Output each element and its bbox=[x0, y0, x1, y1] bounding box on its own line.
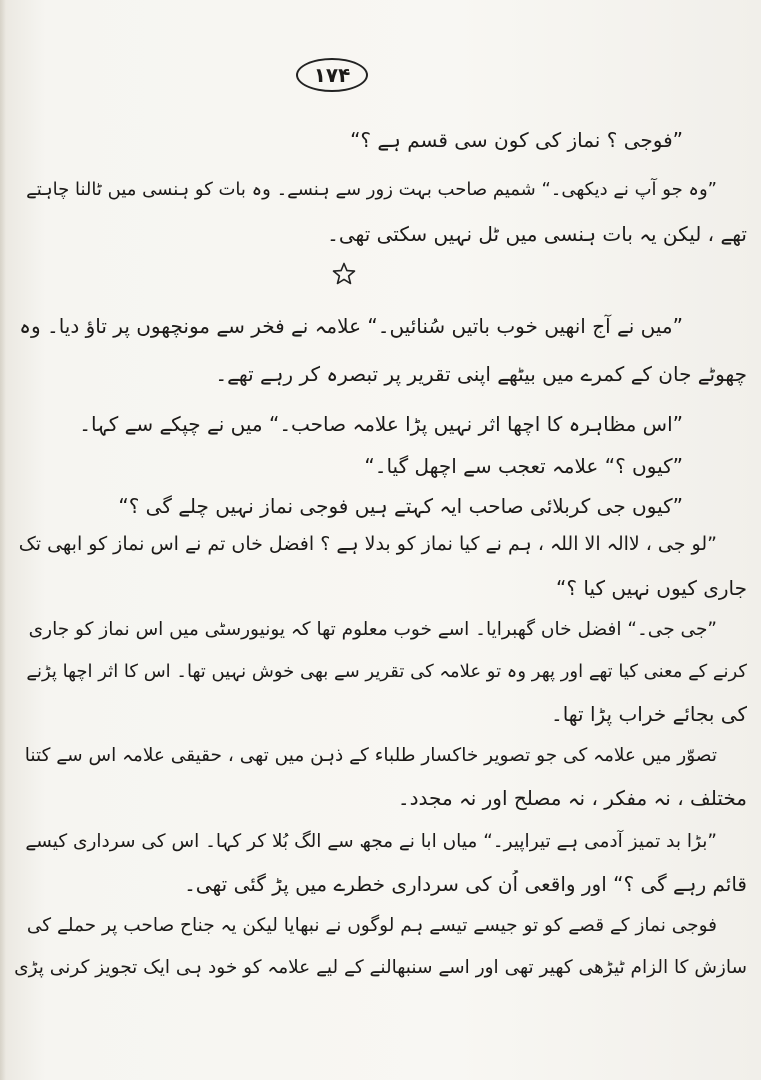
text-line: ”جی جی۔“ افضل خاں گھبرایا۔ اسے خوب معلوم تھا کہ یونیورسٹی میں اس نماز کو جاری bbox=[28, 619, 717, 640]
text-line: ”کیوں ؟“ علامہ تعجب سے اچھل گیا۔“ bbox=[364, 454, 683, 478]
text-line: کرنے کے معنی کیا تھے اور پھر وہ تو علامہ کی تقریر سے بھی خوش نہیں تھا۔ اس کا اثر اچھا پڑنے bbox=[26, 661, 747, 682]
text-line: ”کیوں جی کربلائی صاحب ایہ کہتے ہیں فوجی نماز نہیں چلے گی ؟“ bbox=[118, 494, 683, 518]
page-number: ۱۷۴ bbox=[296, 58, 368, 92]
text-line: ”اس مظاہرہ کا اچھا اثر نہیں پڑا علامہ صاحب۔“ میں نے چپکے سے کہا۔ bbox=[79, 412, 683, 436]
text-line: ”فوجی ؟ نماز کی کون سی قسم ہے ؟“ bbox=[350, 128, 683, 152]
text-line: تھے ، لیکن یہ بات ہنسی میں ٹل نہیں سکتی تھی۔ bbox=[327, 222, 747, 246]
page-binding-shadow bbox=[0, 0, 6, 1080]
text-line: ”بڑا بد تمیز آدمی ہے تیراپیر۔“ میاں ابا نے مجھ سے الگ بُلا کر کہا۔ اس کی سرداری کیسے bbox=[25, 831, 717, 852]
text-line: کی بجائے خراب پڑا تھا۔ bbox=[550, 702, 747, 726]
text-line: قائم رہے گی ؟“ اور واقعی اُن کی سرداری خطرے میں پڑ گئی تھی۔ bbox=[184, 872, 747, 896]
text-line: ”میں نے آج انھیں خوب باتیں سُنائیں۔“ علامہ نے فخر سے مونچھوں پر تاؤ دیا۔ وہ bbox=[19, 314, 683, 338]
text-line: ”لو جی ، لاالہ الا اللہ ، ہم نے کیا نماز کو بدلا ہے ؟ افضل خاں تم نے اس نماز کو ابھی تک bbox=[18, 533, 717, 555]
text-line: تصوّر میں علامہ کی جو تصویر خاکسار طلباء کے ذہن میں تھی ، حقیقی علامہ اس سے کتنا bbox=[24, 745, 717, 766]
page-number-badge bbox=[296, 58, 368, 92]
text-line: سازش کا الزام ٹیڑھی کھیر تھی اور اسے سنبھالنے کے لیے علامہ کو خود ہی ایک تجویز کرنی پڑی bbox=[14, 957, 747, 978]
text-line: مختلف ، نہ مفکر ، نہ مصلح اور نہ مجدد۔ bbox=[397, 786, 747, 810]
text-line: ”وہ جو آپ نے دیکھی۔“ شمیم صاحب بہت زور سے ہنسے۔ وہ بات کو ہنسی میں ٹالنا چاہتے bbox=[26, 179, 717, 200]
text-line: جاری کیوں نہیں کیا ؟“ bbox=[556, 576, 747, 600]
star-outline-icon bbox=[332, 262, 356, 286]
text-line: چھوٹے جان کے کمرے میں بیٹھے اپنی تقریر پر تبصرہ کر رہے تھے۔ bbox=[215, 362, 747, 386]
text-line: فوجی نماز کے قصے کو تو جیسے تیسے ہم لوگوں نے نبھایا لیکن یہ جناح صاحب پر حملے کی bbox=[26, 915, 717, 936]
